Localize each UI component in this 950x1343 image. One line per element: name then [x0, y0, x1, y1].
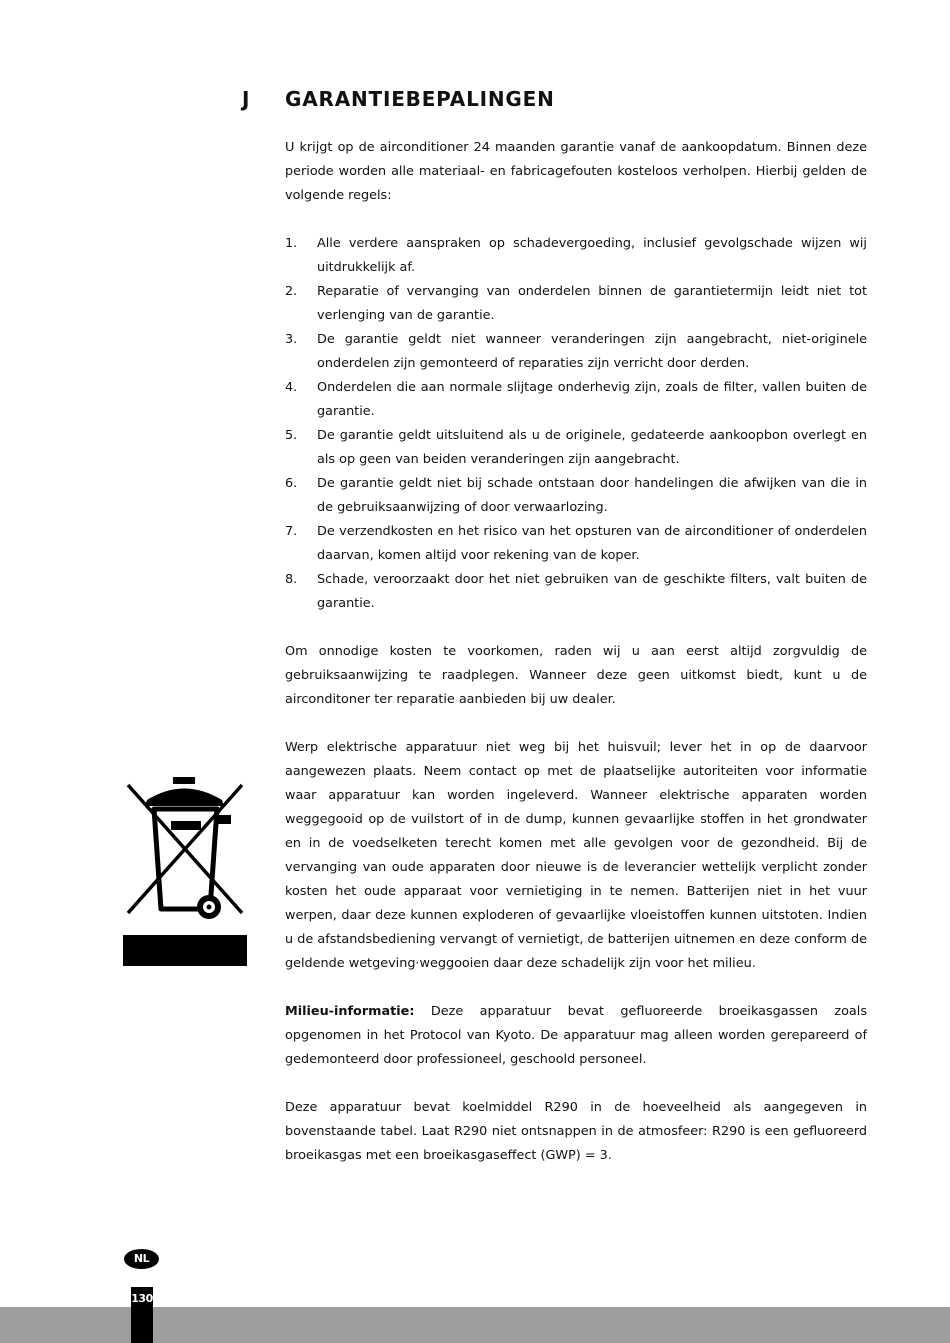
- advice-paragraph: Om onnodige kosten te voorkomen, raden wij u aan eerst altijd zorgvuldig de gebruiksaanwijzing te raadplegen. Wanneer deze geen uitkomst biedt, kunt u de airconditoner ter reparatie aanbieden bij uw dealer.: [285, 644, 867, 707]
- rule-text: Alle verdere aanspraken op schadevergoeding, inclusief gevolgschade wijzen wij uitdrukkelijk af.: [317, 236, 867, 275]
- crossed-out-wheelie-bin-icon: [123, 775, 247, 967]
- section-letter: J: [242, 87, 250, 111]
- rule-text: De garantie geldt uitsluitend als u de originele, gedateerde aankoopbon overlegt en als op geen van beiden veranderingen zijn aangebracht.: [317, 428, 867, 467]
- rule-number: 3.: [285, 332, 298, 347]
- section-heading: [0, 84, 950, 114]
- rule-number: 5.: [285, 428, 298, 443]
- rule-number: 8.: [285, 572, 298, 587]
- section-title: GARANTIEBEPALINGEN: [285, 87, 555, 111]
- list-item: [285, 424, 867, 472]
- page-number: 130: [131, 1292, 153, 1305]
- environment-text: Deze apparatuur bevat gefluoreerde broeikasgassen zoals opgenomen in het Protocol van Kyoto. De apparatuur mag alleen worden gerepareerd of gedemonteerd door professioneel, geschoold personeel.: [285, 1004, 867, 1067]
- warranty-rules-list: [285, 232, 867, 616]
- warranty-text: [285, 136, 867, 1192]
- list-item: [285, 520, 867, 568]
- list-item: [285, 232, 867, 280]
- disposal-paragraph: Werp elektrische apparatuur niet weg bij het huisvuil; lever het in op de daarvoor aangewezen plaats. Neem contact op met de plaatselijke autoriteiten voor informatie waar apparatuur kan worden ingeleverd. Wanneer elektrische apparaten worden weggegooid op de vuilstort of in de dump, kunnen gevaarlijke stoffen in het grondwater en in de voedselketen terecht komen met alle gevolgen voor de gezondheid. Bij de vervanging van oude apparaten door nieuwe is de leverancier wettelijk verplicht zonder kosten het oude apparaat voor vernietiging in te nemen. Batterijen niet in het vuur werpen, daar deze kunnen exploderen of gevaarlijke vloeistoffen kunnen uitstoten. Indien u de afstandsbediening vervangt of vernietigt, de batterijen uitnemen en deze conform de geldende wetgeving·weggooien daar deze schadelijk zijn voor het milieu.: [285, 740, 867, 971]
- rule-text: Onderdelen die aan normale slijtage onderhevig zijn, zoals de filter, vallen buiten de garantie.: [317, 380, 867, 419]
- list-item: [285, 568, 867, 616]
- language-badge: NL: [124, 1249, 159, 1269]
- rule-number: 7.: [285, 524, 298, 539]
- list-item: [285, 280, 867, 328]
- environment-label: Milieu-informatie:: [285, 1004, 415, 1019]
- rule-text: De verzendkosten en het risico van het opsturen van de airconditioner of onderdelen daarvan, komen altijd voor rekening van de koper.: [317, 524, 867, 563]
- rule-text: Reparatie of vervanging van onderdelen binnen de garantietermijn leidt niet tot verlenging van de garantie.: [317, 284, 867, 323]
- intro-paragraph: U krijgt op de airconditioner 24 maanden garantie vanaf de aankoopdatum. Binnen deze periode worden alle materiaal- en fabricagefouten kosteloos verholpen. Hierbij gelden de volgende regels:: [285, 140, 867, 203]
- rule-number: 2.: [285, 284, 298, 299]
- environment-paragraph: [285, 1000, 867, 1072]
- rule-text: De garantie geldt niet bij schade ontstaan door handelingen die afwijken van die in de gebruiksaanwijzing of door verwaarlozing.: [317, 476, 867, 515]
- list-item: [285, 328, 867, 376]
- rule-text: De garantie geldt niet wanneer veranderingen zijn aangebracht, niet-originele onderdelen zijn gemonteerd of reparaties zijn verricht door derden.: [317, 332, 867, 371]
- rule-number: 4.: [285, 380, 298, 395]
- rule-number: 6.: [285, 476, 298, 491]
- list-item: [285, 376, 867, 424]
- list-item: [285, 472, 867, 520]
- rule-text: Schade, veroorzaakt door het niet gebruiken van de geschikte filters, valt buiten de garantie.: [317, 572, 867, 611]
- refrigerant-paragraph: Deze apparatuur bevat koelmiddel R290 in de hoeveelheid als aangegeven in bovenstaande tabel. Laat R290 niet ontsnappen in de atmosfeer: R290 is een gefluoreerd broeikasgas met een broeikasgaseffect (GWP) = 3.: [285, 1100, 867, 1163]
- rule-number: 1.: [285, 236, 298, 251]
